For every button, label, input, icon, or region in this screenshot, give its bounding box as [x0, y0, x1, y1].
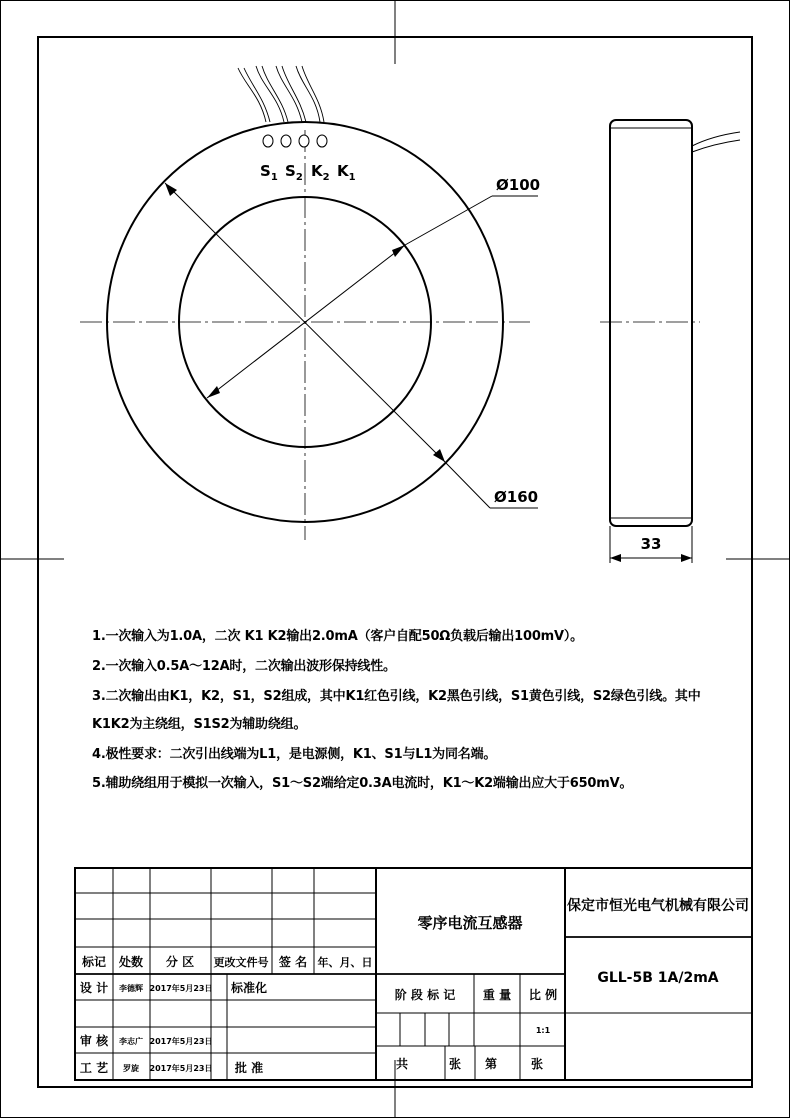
outer-diameter-label: Ø160	[494, 488, 539, 506]
arrowhead	[681, 554, 692, 562]
side-view	[600, 120, 740, 563]
terminal-label-k1: $K_1$	[337, 162, 356, 183]
terminal-s1	[263, 135, 273, 147]
scale-label: 比 例	[528, 988, 558, 1002]
standard-label: 标准化	[230, 981, 268, 995]
scale-value: 1:1	[535, 1026, 551, 1035]
model-number: GLL-5B 1A/2mA	[597, 970, 719, 986]
arrowhead	[165, 183, 177, 196]
sheet-total-label: 共	[395, 1057, 409, 1071]
process-date: 2017年5月23日	[149, 1064, 213, 1073]
arrowhead	[207, 386, 220, 398]
terminals	[263, 135, 327, 147]
stage-label: 阶 段 标 记	[394, 988, 456, 1002]
side-lead-wire-1	[692, 132, 740, 146]
arrowhead	[610, 554, 621, 562]
outer-diameter-leader	[445, 462, 490, 508]
header-date: 年、月、日	[317, 956, 373, 969]
inner-diameter-line	[207, 245, 405, 398]
note-3: 3.二次输出由K1，K2，S1，S2组成，其中K1红色引线，K2黑色引线，S1黄色引线，S2绿色引线。其中	[92, 689, 701, 704]
arrowhead	[433, 449, 445, 462]
side-lead-wire-2	[692, 140, 740, 152]
note-2: 2.一次输入0.5A～12A时，二次输出波形保持线性。	[92, 659, 396, 674]
header-doc-no: 更改文件号	[213, 956, 269, 969]
header-zone: 分 区	[165, 955, 195, 969]
sheet-trim	[1, 1, 790, 1118]
side-body	[610, 120, 692, 526]
reviewer-name: 李志广	[119, 1037, 143, 1046]
terminal-k1	[317, 135, 327, 147]
lead-wires	[238, 66, 324, 122]
designer-name: 李德辉	[119, 984, 143, 993]
terminal-k2	[299, 135, 309, 147]
front-view	[80, 66, 540, 540]
weight-label: 重 量	[482, 988, 512, 1002]
drawing-frame	[38, 37, 752, 1087]
header-mark: 标记	[81, 955, 107, 969]
company-name: 保定市恒光电气机械有限公司	[567, 898, 749, 914]
note-4: 4.极性要求：二次引出线端为L1，是电源侧，K1、S1与L1为同名端。	[92, 747, 497, 762]
inner-diameter-label: Ø100	[496, 176, 541, 194]
product-name: 零序电流互感器	[417, 914, 523, 932]
arrowhead	[392, 245, 405, 257]
process-label: 工 艺	[79, 1061, 109, 1075]
design-label: 设 计	[79, 981, 109, 995]
title-block	[75, 868, 752, 1080]
design-date: 2017年5月23日	[149, 984, 213, 993]
sheet-unit-1: 张	[448, 1057, 462, 1071]
header-sign: 签 名	[278, 955, 308, 969]
terminal-s2	[281, 135, 291, 147]
note-3-continued: K1K2为主绕组，S1S2为辅助绕组。	[92, 717, 307, 732]
header-count: 处数	[118, 955, 144, 969]
width-label: 33	[640, 535, 662, 553]
review-date: 2017年5月23日	[149, 1037, 213, 1046]
process-person: 罗旋	[123, 1064, 139, 1073]
inner-diameter-leader	[405, 196, 492, 245]
sheet-unit-2: 张	[530, 1057, 544, 1071]
terminal-label-s2: $S_2$	[285, 162, 303, 183]
terminal-label-s1: $S_1$	[260, 162, 278, 183]
note-1: 1.一次输入为1.0A，二次 K1 K2输出2.0mA（客户自配50Ω负载后输出100mV）。	[92, 629, 583, 644]
terminal-label-k2: $K_2$	[311, 162, 330, 183]
sheet-page-label: 第	[484, 1057, 498, 1071]
review-label: 审 核	[79, 1034, 109, 1048]
approve-label: 批 准	[234, 1061, 264, 1075]
note-5: 5.辅助绕组用于模拟一次输入，S1～S2端给定0.3A电流时，K1～K2端输出应大于650mV。	[92, 776, 633, 791]
